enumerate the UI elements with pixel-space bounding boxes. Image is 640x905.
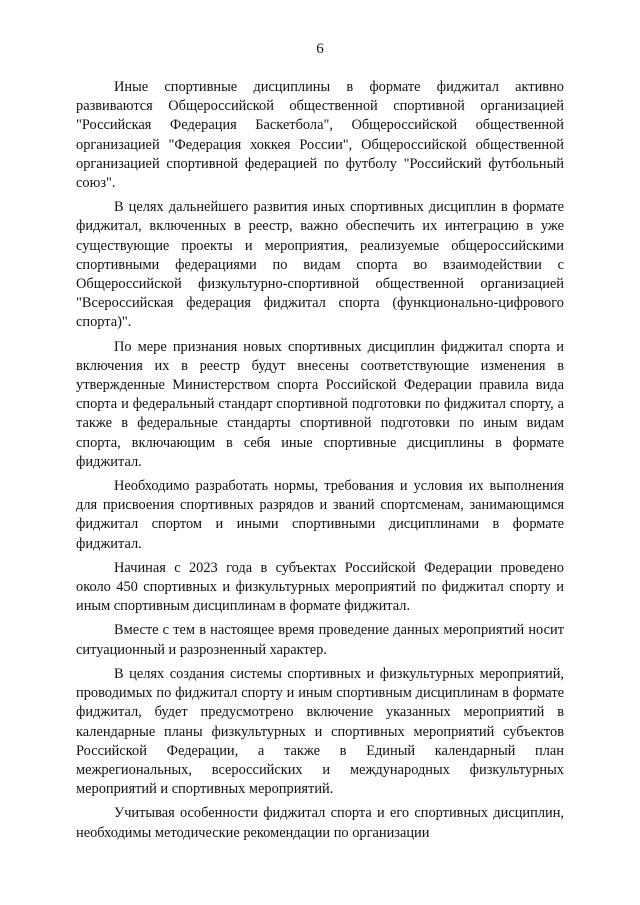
paragraph-5: Начиная с 2023 года в субъектах Российской Федерации проведено около 450 спортивных и физкультурных мероприятий по фиджитал спорту и иным спортивным дисциплинам в формате фиджитал.	[76, 559, 564, 615]
page-number: 6	[316, 41, 324, 57]
paragraph-1: Иные спортивные дисциплины в формате фиджитал активно развиваются Общероссийской общественной спортивной организацией "Российская Федерация Баскетбола", Общероссийской общественной организацией "Федерация хоккея России", Общероссийской общественной организацией спортивной федерацией по футболу "Российский футбольный союз".	[76, 79, 564, 192]
paragraph-8: Учитывая особенности фиджитал спорта и его спортивных дисциплин, необходимы методические рекомендации по организации	[76, 805, 564, 841]
paragraph-7: В целях создания системы спортивных и физкультурных мероприятий, проводимых по фиджитал спорту и иным спортивным дисциплинам в формате фиджитал, будет предусмотрено включение указанных мероприятий в календарные планы физкультурных и спортивных мероприятий субъектов Российской Федерации, а также в Единый календарный план межрегиональных, всероссийских и международных физкультурных мероприятий и спортивных мероприятий.	[76, 665, 564, 798]
paragraph-3: По мере признания новых спортивных дисциплин фиджитал спорта и включения их в реестр будут внесены соответствующие изменения в утвержденные Министерством спорта Российской Федерации правила вида спорта и федеральный стандарт спортивной подготовки по фиджитал спорту, а также в федеральные стандарты спортивной подготовки по иным видам спорта, включающим в себя иные спортивные дисциплины в формате фиджитал.	[76, 338, 564, 470]
paragraph-4: Необходимо разработать нормы, требования и условия их выполнения для присвоения спортивных разрядов и званий спортсменам, занимающимся фиджитал спортом и иными спортивными дисциплинами в формате фиджитал.	[76, 478, 564, 552]
paragraph-2: В целях дальнейшего развития иных спортивных дисциплин в формате фиджитал, включенных в реестр, важно обеспечить их интеграцию в уже существующие проекты и мероприятия, реализуемые общероссийскими спортивными федерациями по видам спорта во взаимодействии с Общероссийской физкультурно-спортивной общественной организацией "Всероссийская федерация фиджитал спорта (функционально-цифрового спорта)".	[76, 199, 564, 331]
body-text	[76, 78, 564, 848]
paragraph-6: Вместе с тем в настоящее время проведение данных мероприятий носит ситуационный и разрозненный характер.	[76, 622, 564, 658]
